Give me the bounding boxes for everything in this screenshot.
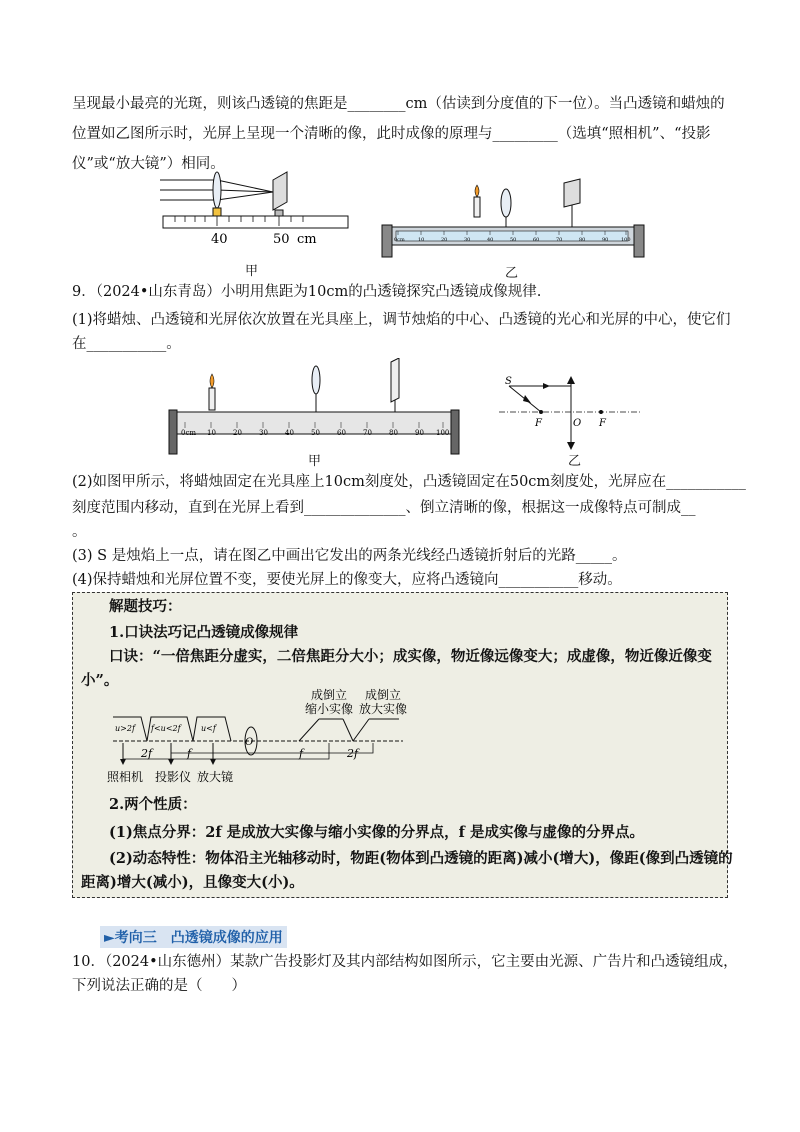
tips-property-2-line-1: (2)动态特性：物体沿主光轴移动时，物距(物体到凸透镜的距离)减小(增大)，像距(像到凸透镜的 bbox=[109, 850, 733, 867]
tips-rhyme-line-2: 小”。 bbox=[81, 672, 119, 689]
svg-text:成倒立: 成倒立 bbox=[365, 688, 402, 702]
q8-line-3: 仪”或“放大镜”）相同。 bbox=[72, 156, 225, 172]
svg-text:S: S bbox=[505, 376, 512, 387]
svg-text:10: 10 bbox=[207, 429, 216, 437]
q9-part3: (3) S 是烛焰上一点，请在图乙中画出它发出的两条光线经凸透镜折射后的光路_____。 bbox=[72, 548, 627, 564]
svg-text:成倒立: 成倒立 bbox=[311, 688, 348, 702]
q8-figure-yi bbox=[378, 175, 648, 260]
svg-text:30: 30 bbox=[464, 237, 471, 243]
svg-text:100: 100 bbox=[621, 237, 631, 243]
svg-text:0cm: 0cm bbox=[181, 429, 197, 437]
imaging-rule-diagram bbox=[103, 687, 423, 787]
svg-text:60: 60 bbox=[533, 237, 540, 243]
tips-rhyme-line-1: 口诀：“一倍焦距分虚实，二倍焦距分大小；成实像，物近像远像变大；成虚像，物近像近像变 bbox=[109, 648, 712, 665]
tips-property-2-line-2: 距离)增大(减小)，且像变大(小)。 bbox=[81, 874, 304, 891]
svg-text:60: 60 bbox=[337, 429, 346, 437]
svg-text:F: F bbox=[599, 418, 606, 429]
svg-text:放大镜: 放大镜 bbox=[197, 770, 234, 784]
q9-part1-line2: 在___________。 bbox=[72, 336, 181, 352]
q9-header: 9．（2024•山东青岛）小明用焦距为10cm的凸透镜探究凸透镜成像规律. bbox=[72, 284, 542, 300]
q8-line-2: 位置如乙图所示时，光屏上呈现一个清晰的像，此时成像的原理与_________（选填“照相机”、“投影 bbox=[72, 126, 711, 142]
svg-text:f<u<2f: f<u<2f bbox=[151, 724, 181, 733]
svg-text:O: O bbox=[573, 418, 582, 429]
q9-part4: (4)保持蜡烛和光屏位置不变，要使光屏上的像变大，应将凸透镜向___________移动。 bbox=[72, 572, 622, 588]
svg-text:70: 70 bbox=[363, 429, 372, 437]
svg-text:u>2f: u>2f bbox=[115, 724, 135, 733]
svg-text:放大实像: 放大实像 bbox=[359, 702, 408, 716]
svg-text:2f: 2f bbox=[347, 747, 359, 760]
svg-text:f: f bbox=[187, 747, 192, 760]
q9-figure-jia bbox=[155, 358, 475, 458]
svg-text:80: 80 bbox=[579, 237, 586, 243]
svg-text:90: 90 bbox=[415, 429, 424, 437]
q9-part2-line3: 。 bbox=[72, 524, 87, 540]
q8-fig-jia-caption: 甲 bbox=[245, 264, 259, 279]
svg-text:2f: 2f bbox=[141, 747, 153, 760]
tips-box bbox=[72, 592, 733, 898]
q9-part1-line1: (1)将蜡烛、凸透镜和光屏依次放置在光具座上，调节烛焰的中心、凸透镜的光心和光屏的中心，使它们 bbox=[72, 312, 731, 328]
q9-fig-yi-caption: 乙 bbox=[568, 454, 582, 469]
svg-text:f: f bbox=[299, 747, 304, 760]
section-heading-3: ►考向三 凸透镜成像的应用 bbox=[100, 926, 287, 948]
svg-text:50: 50 bbox=[311, 429, 320, 437]
svg-text:50: 50 bbox=[510, 237, 517, 243]
svg-text:40: 40 bbox=[285, 429, 294, 437]
tips-title: 解题技巧： bbox=[109, 598, 182, 615]
svg-text:90: 90 bbox=[602, 237, 609, 243]
svg-text:10: 10 bbox=[418, 237, 425, 243]
svg-text:80: 80 bbox=[389, 429, 398, 437]
svg-text:30: 30 bbox=[259, 429, 268, 437]
svg-text:0cm: 0cm bbox=[394, 237, 405, 243]
svg-text:缩小实像: 缩小实像 bbox=[305, 702, 354, 716]
q9-part2-line2: 刻度范围内移动，直到在光屏上看到______________、倒立清晰的像，根据这一成像特点可制成__ bbox=[72, 500, 696, 516]
tips-property-1: (1)焦点分界：2f 是成放大实像与缩小实像的分界点，f 是成实像与虚像的分界点。 bbox=[109, 824, 644, 841]
svg-text:F: F bbox=[535, 418, 542, 429]
q9-fig-jia-caption: 甲 bbox=[308, 454, 322, 469]
svg-text:20: 20 bbox=[441, 237, 448, 243]
ruler-label-50: 50 bbox=[273, 232, 290, 247]
tips-heading-2: 2.两个性质： bbox=[109, 796, 197, 813]
tips-heading-1: 1.口诀法巧记凸透镜成像规律 bbox=[109, 624, 299, 641]
svg-text:70: 70 bbox=[556, 237, 563, 243]
svg-text:O: O bbox=[245, 737, 254, 748]
q10-line-2: 下列说法正确的是（ ） bbox=[72, 978, 246, 994]
svg-text:投影仪: 投影仪 bbox=[155, 770, 192, 784]
svg-text:40: 40 bbox=[487, 237, 494, 243]
svg-text:照相机: 照相机 bbox=[107, 770, 144, 784]
svg-text:u<f: u<f bbox=[201, 724, 216, 733]
ruler-label-cm: cm bbox=[297, 232, 317, 247]
q8-line-1: 呈现最小最亮的光斑，则该凸透镜的焦距是________cm（估读到分度值的下一位）。当凸透镜和蜡烛的 bbox=[72, 96, 725, 112]
svg-text:100: 100 bbox=[436, 429, 450, 437]
svg-text:20: 20 bbox=[233, 429, 242, 437]
q9-figure-yi bbox=[495, 372, 645, 462]
q8-figure-jia bbox=[155, 168, 355, 248]
ruler-label-40: 40 bbox=[211, 232, 228, 247]
q10-line-1: 10．（2024•山东德州）某款广告投影灯及其内部结构如图所示，它主要由光源、广告片和凸透镜组成， bbox=[72, 954, 738, 970]
q9-part2-line1: (2)如图甲所示，将蜡烛固定在光具座上10cm刻度处，凸透镜固定在50cm刻度处，光屏应在___________ bbox=[72, 474, 746, 490]
q8-fig-yi-caption: 乙 bbox=[505, 266, 519, 281]
